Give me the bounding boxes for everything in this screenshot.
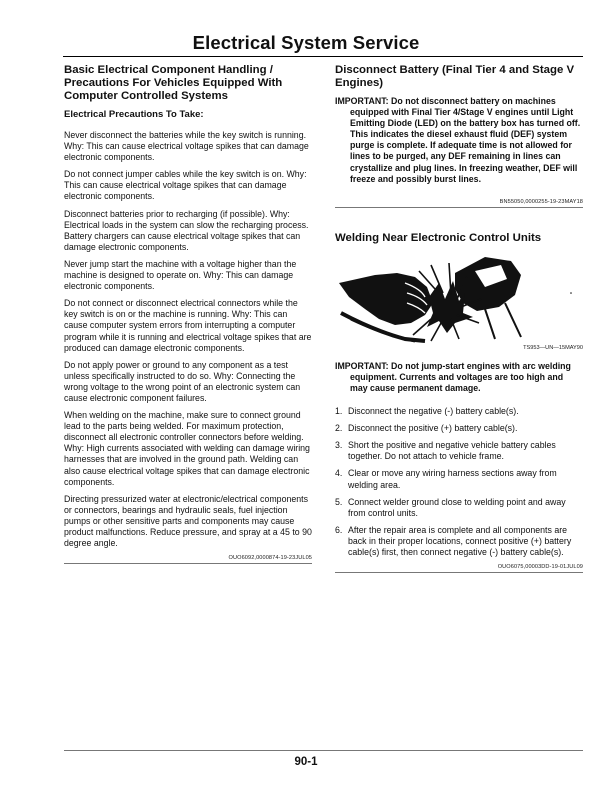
section-end-rule xyxy=(335,572,583,573)
list-item xyxy=(335,468,583,490)
disconnect-battery-heading: Disconnect Battery (Final Tier 4 and Stage V Engines) xyxy=(335,64,575,89)
precautions-subheading: Electrical Precautions To Take: xyxy=(64,109,204,120)
welding-steps-list xyxy=(335,406,583,558)
step-text: Connect welder ground close to welding point and away from control units. xyxy=(348,496,566,518)
step-text: Disconnect the negative (-) battery cable(s). xyxy=(348,406,519,417)
welding-illustration xyxy=(335,253,583,343)
list-item xyxy=(335,440,583,462)
list-item xyxy=(335,525,583,558)
welding-important-note: IMPORTANT: Do not jump-start engines with arc welding equipment. Currents and voltages are too high and may cause permanent damage. xyxy=(335,360,571,393)
step-number: 1. xyxy=(335,406,343,417)
step-text: Clear or move any wiring harness sections away from welding area. xyxy=(348,468,557,490)
precaution-paragraph: Disconnect batteries prior to recharging (if possible). Why: Electrical loads in the system can slow the recharging process. Battery chargers can cause electrical voltage spikes that can damage electronic components. xyxy=(64,208,309,252)
step-text: Short the positive and negative vehicle battery cables together. Do not attach to vehicle frame. xyxy=(348,440,556,462)
title-rule xyxy=(63,56,583,57)
section-end-rule xyxy=(64,563,312,564)
list-item xyxy=(335,406,583,417)
section-reference-code: OUO6075,00003DD-19-01JUL09 xyxy=(497,564,583,571)
step-number: 3. xyxy=(335,440,343,451)
precaution-paragraph: Do not connect jumper cables while the key switch is on. Why: This can cause electrical voltage spikes that can damage electronic components. xyxy=(64,169,307,202)
left-column xyxy=(64,64,312,564)
precaution-paragraph: Directing pressurized water at electronic/electrical components or connectors, bearings and hydraulic seals, fuel injection pumps or other sensitive parts and components may cause product malfunctions. Reduce pressure, and spray at a 45 to 90 degree angle. xyxy=(64,493,312,549)
step-number: 2. xyxy=(335,423,343,434)
step-text: After the repair area is complete and all components are back in their proper locations, connect positive (+) battery cable(s) first, then connect negative (-) battery cable(s). xyxy=(348,524,572,557)
step-text: Disconnect the positive (+) battery cable(s). xyxy=(348,423,518,434)
right-column xyxy=(335,64,583,573)
page-title: Electrical System Service xyxy=(192,32,420,53)
welding-heading: Welding Near Electronic Control Units xyxy=(335,231,542,244)
precaution-paragraph: Never jump start the machine with a voltage higher than the machine is designed to operate on. Why: This can damage electronic components. xyxy=(64,258,297,292)
page-number: 90-1 xyxy=(294,756,318,768)
precaution-paragraph: Never disconnect the batteries while the key switch is running. Why: This can cause electrical voltage spikes that can damage electronic components. xyxy=(64,130,309,163)
list-item xyxy=(335,423,583,434)
precaution-paragraph: Do not connect or disconnect electrical connectors while the key switch is on or the machine is running. Why: This can cause computer system errors from interrupting a computer program while it is running and electrical voltage spikes that are produced can damage electronic components. xyxy=(64,298,312,353)
section-reference-code: OUO6092,0000874-19-23JUL05 xyxy=(228,555,312,562)
section-end-rule xyxy=(335,207,583,208)
step-number: 6. xyxy=(335,524,343,535)
step-number: 5. xyxy=(335,496,343,507)
precaution-paragraph: When welding on the machine, make sure to connect ground lead to the parts being welded. For maximum protection, disconnect all electronic controller connectors before welding. Why: High currents associated with welding can damage wiring harnesses that are involved in the ground path. Welding can also cause electrical voltage spikes that can damage electronic components. xyxy=(64,410,310,487)
battery-important-note: IMPORTANT: Do not disconnect battery on machines equipped with Final Tier 4/Stage V engines until Light Emitting Diode (LED) on the battery box has turned off. This indicates the diesel exhaust fluid (DEF) system purge is complete. If adequate time is not allowed for lines to be purged, any DEF remaining in lines can crystallize and plug lines. In freezing weather, DEF will freeze and possibly burst lines. xyxy=(335,96,581,184)
list-item xyxy=(335,497,583,519)
precaution-paragraph: Do not apply power or ground to any component as a test unless specifically instructed to do so. Why: Connecting the wrong voltage to the wrong point of an electronic system can cause electronic component failures. xyxy=(64,359,301,403)
figure-reference-code: TS953—UN—15MAY90 xyxy=(523,344,583,351)
section-reference-code: BN55050,0000255-19-23MAY18 xyxy=(499,198,583,205)
welder-at-work-image xyxy=(335,253,583,343)
step-number: 4. xyxy=(335,468,343,479)
footer-rule xyxy=(64,750,583,751)
handling-heading: Basic Electrical Component Handling / Precautions For Vehicles Equipped With Computer Controlled Systems xyxy=(64,64,283,102)
